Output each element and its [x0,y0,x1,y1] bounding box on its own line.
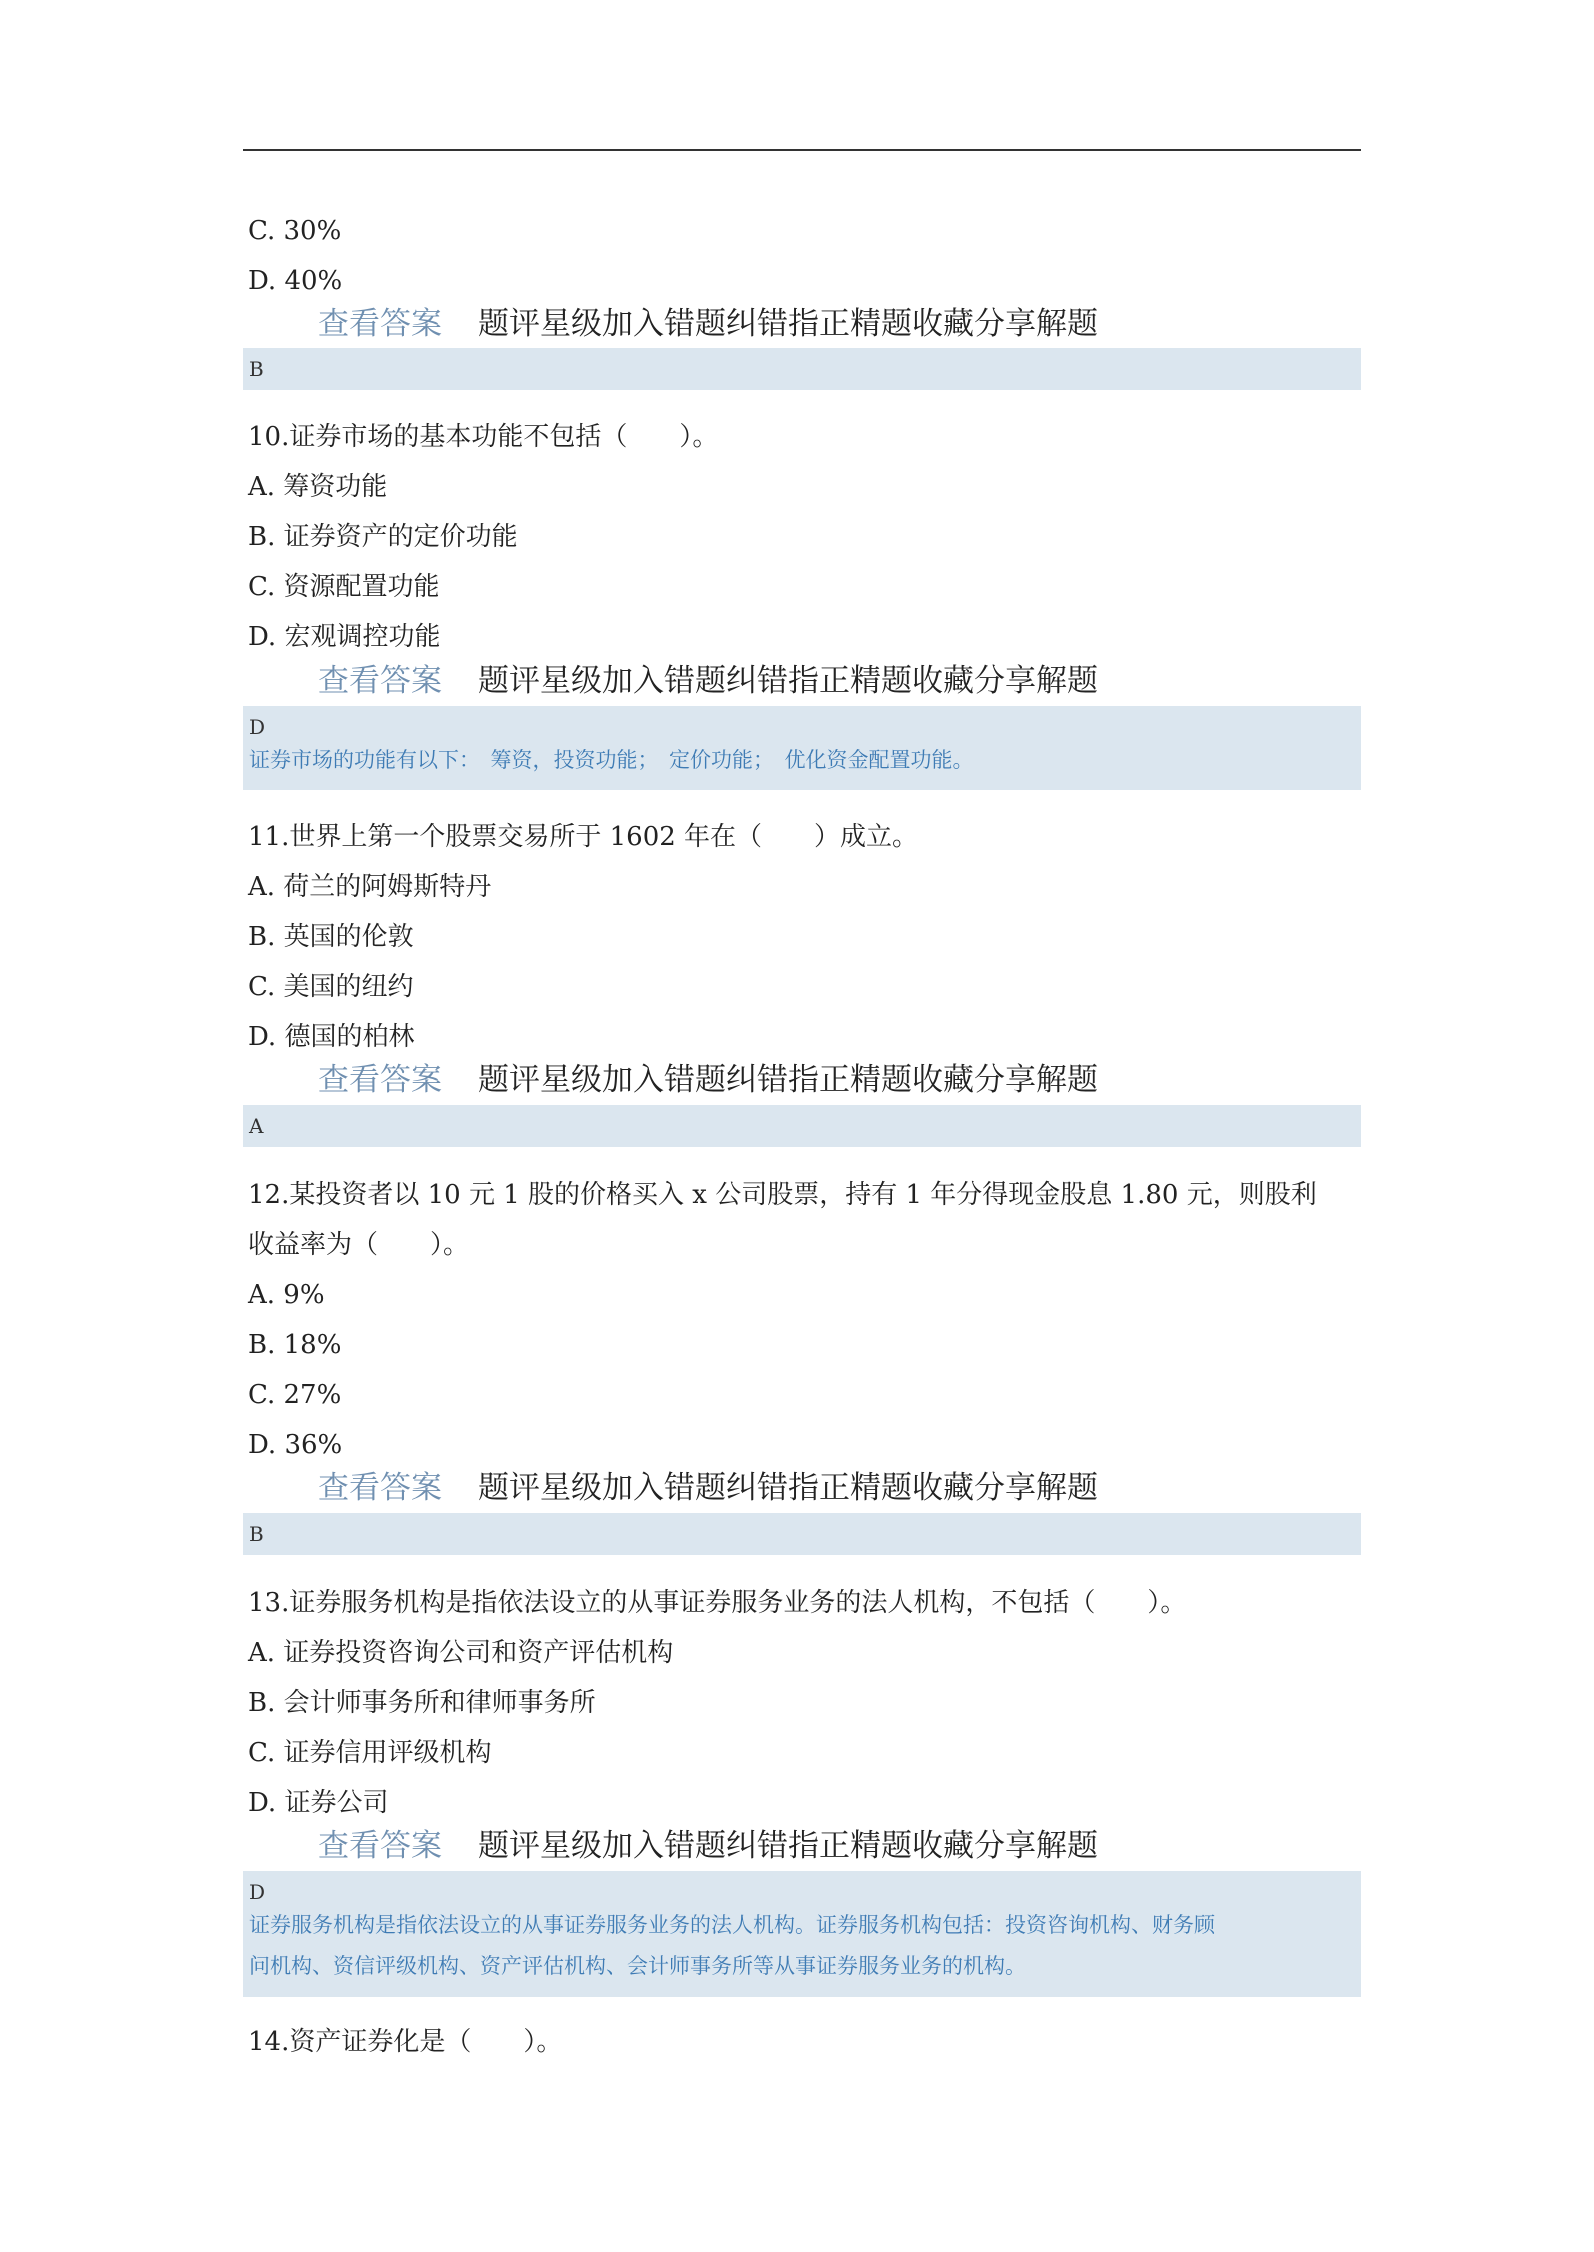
q12-answer-key: B [249,1522,264,1546]
q11-answer-box [243,1105,1361,1147]
q10-option-c: C. 资源配置功能 [248,572,440,602]
q13-explanation-line-2: 问机构、资信评级机构、资产评估机构、会计师事务所等从事证券服务业务的机构。 [249,1954,1026,1978]
q10-answer-box [243,706,1361,790]
q10-view-answer-link[interactable]: 查看答案 [318,663,442,699]
q10-stem: 10.证券市场的基本功能不包括（ ）。 [248,422,719,452]
q10-action-bar [318,661,1098,701]
q10-option-b: B. 证券资产的定价功能 [248,522,518,552]
q10-explanation: 证券市场的功能有以下： 筹资，投资功能； 定价功能； 优化资金配置功能。 [249,748,974,772]
q11-option-a: A. 荷兰的阿姆斯特丹 [248,872,492,902]
q12-answer-box [243,1513,1361,1555]
q13-action-bar [318,1826,1098,1866]
q12-stem-line-1: 12.某投资者以 10 元 1 股的价格买入 x 公司股票，持有 1 年分得现金股息 1.80 元，则股利 [248,1180,1317,1210]
q12-option-c: C. 27% [248,1380,342,1410]
q12-action-bar [318,1468,1098,1508]
q11-option-b: B. 英国的伦敦 [248,922,414,952]
q11-action-bar [318,1060,1098,1100]
q12-stem-line-2: 收益率为（ ）。 [248,1230,470,1260]
q12-option-d: D. 36% [248,1430,343,1460]
header-rule [243,149,1361,151]
q11-action-links[interactable]: 题评星级加入错题纠错指正精题收藏分享解题 [478,1062,1098,1098]
q12-option-b: B. 18% [248,1330,342,1360]
q9-option-c: C. 30% [248,216,342,246]
q9-option-d: D. 40% [248,266,343,296]
q9-view-answer-link[interactable]: 查看答案 [318,306,442,342]
q12-view-answer-link[interactable]: 查看答案 [318,1470,442,1506]
q13-view-answer-link[interactable]: 查看答案 [318,1828,442,1864]
q11-option-c: C. 美国的纽约 [248,972,414,1002]
q9-answer-box [243,348,1361,390]
q10-action-links[interactable]: 题评星级加入错题纠错指正精题收藏分享解题 [478,663,1098,699]
q11-stem: 11.世界上第一个股票交易所于 1602 年在（ ）成立。 [248,822,919,852]
q11-option-d: D. 德国的柏林 [248,1022,415,1052]
q9-action-bar [318,304,1098,344]
q10-option-d: D. 宏观调控功能 [248,622,441,652]
q13-option-b: B. 会计师事务所和律师事务所 [248,1688,596,1718]
q13-explanation-line-1: 证券服务机构是指依法设立的从事证券服务业务的法人机构。证券服务机构包括：投资咨询机构、财务顾 [249,1913,1215,1937]
q13-stem: 13.证券服务机构是指依法设立的从事证券服务业务的法人机构，不包括（ ）。 [248,1588,1187,1618]
q13-action-links[interactable]: 题评星级加入错题纠错指正精题收藏分享解题 [478,1828,1098,1864]
q9-action-links[interactable]: 题评星级加入错题纠错指正精题收藏分享解题 [478,306,1098,342]
q13-option-d: D. 证券公司 [248,1788,389,1818]
q12-option-a: A. 9% [248,1280,325,1310]
q11-view-answer-link[interactable]: 查看答案 [318,1062,442,1098]
q14-stem: 14.资产证券化是（ ）。 [248,2027,563,2057]
q10-option-a: A. 筹资功能 [248,472,388,502]
q13-option-a: A. 证券投资咨询公司和资产评估机构 [248,1638,674,1668]
q9-answer-key: B [249,357,264,381]
q13-answer-box [243,1871,1361,1997]
q11-answer-key: A [249,1114,264,1138]
q13-option-c: C. 证券信用评级机构 [248,1738,492,1768]
q13-answer-key: D [249,1880,266,1904]
q12-action-links[interactable]: 题评星级加入错题纠错指正精题收藏分享解题 [478,1470,1098,1506]
q10-answer-key: D [249,715,266,739]
